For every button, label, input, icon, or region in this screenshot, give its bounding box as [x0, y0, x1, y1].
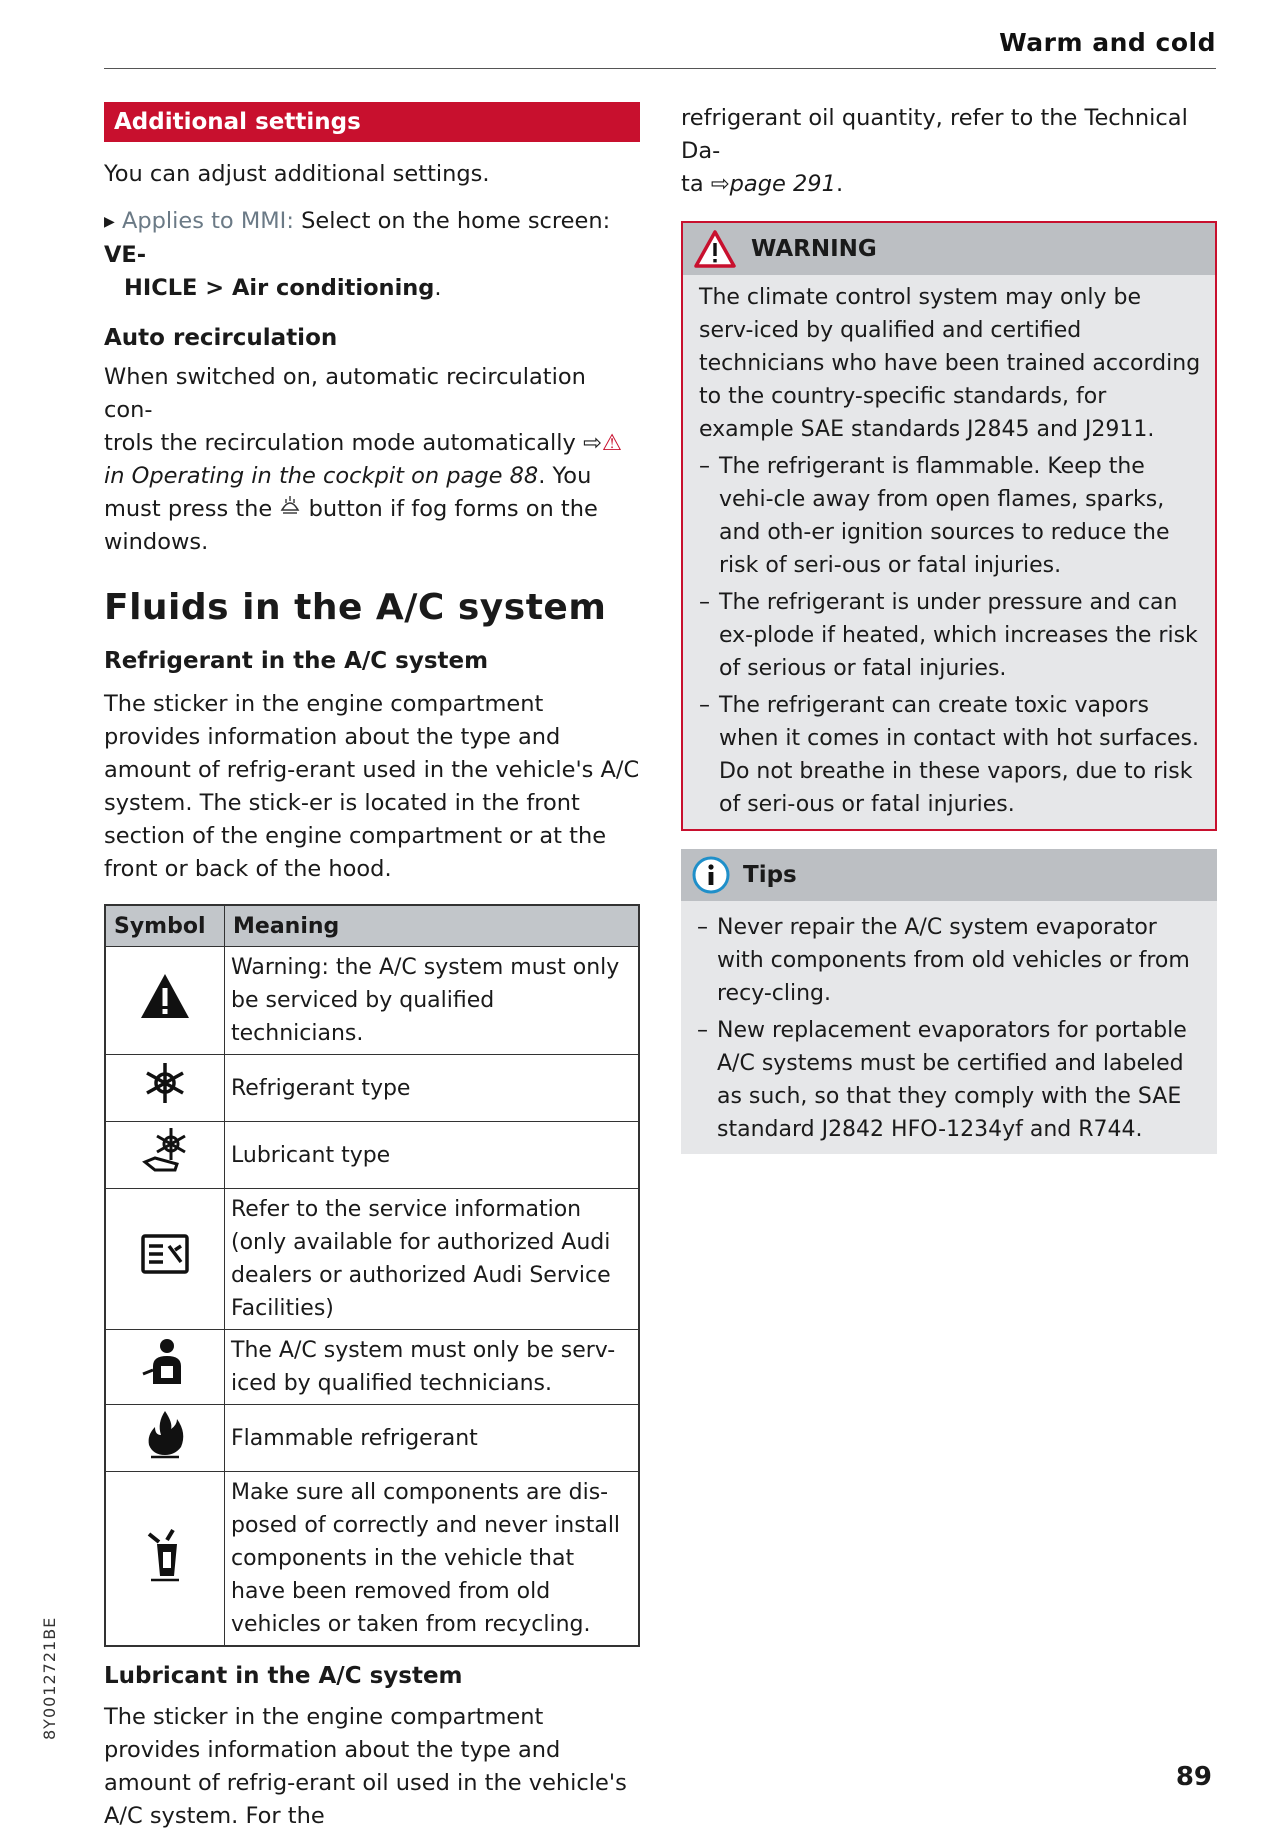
- meaning-cell: The A/C system must only be serv-iced by qualified technicians.: [225, 1330, 640, 1405]
- table-row: [105, 947, 639, 1055]
- lubricant-heading: Lubricant in the A/C system: [104, 1663, 463, 1689]
- table-row: [105, 1330, 639, 1405]
- auto-recirc-text-4: button if fog forms on the windows.: [104, 496, 598, 555]
- warning-intro: The climate control system may only be serv-iced by qualified and certified technicians who have been trained according to the country-specific standards, for example SAE standards J2845 and J2911.: [699, 285, 1201, 442]
- mmi-instruction-cont: [104, 272, 640, 305]
- mmi-instruction: [104, 205, 640, 272]
- symbol-table: [104, 904, 640, 1647]
- table-row: [105, 1189, 639, 1330]
- auto-recirc-heading: Auto recirculation: [104, 325, 338, 351]
- right-column: [681, 102, 1217, 1154]
- cockpit-page-link[interactable]: in Operating in the cockpit on page 88: [104, 463, 539, 489]
- running-header: Warm and cold: [999, 28, 1216, 57]
- warning-title: WARNING: [751, 236, 877, 262]
- warning-item-text: The refrigerant is under pressure and can ex-plode if heated, which increases the risk of serious or fatal injuries.: [719, 590, 1198, 681]
- warning-body: [683, 275, 1215, 829]
- refrigerant-text: The sticker in the engine compartment provides information about the type and amount of refrig-erant used in the vehicle's A/C system. The stick-er is located in the front section of the engine compartment or at the front or back of the hood.: [104, 691, 640, 882]
- bullet-triangle-icon: ▶: [104, 214, 115, 230]
- auto-recirc-line-3: [104, 460, 640, 559]
- tips-body: [681, 901, 1217, 1154]
- table-row: [105, 1472, 639, 1647]
- auto-recirc-line-1: When switched on, automatic recirculation con-: [104, 364, 586, 423]
- list-item: – New replacement evaporators for portable A/C systems must be certified and labeled as such, so that they comply with the SAE standard J2842 HFO-1234yf and R744.: [697, 1014, 1203, 1146]
- mmi-path-2: HICLE > Air conditioning: [124, 275, 435, 301]
- list-item: – The refrigerant is flammable. Keep the vehi-cle away from open flames, sparks, and oth-er ignition sources to reduce the risk of seri-ous or fatal injuries.: [699, 450, 1201, 582]
- mmi-prefix: Applies to MMI:: [121, 208, 294, 234]
- additional-settings-heading: Additional settings: [104, 102, 640, 142]
- auto-recirc-line-2: [104, 427, 640, 460]
- warning-item-text: The refrigerant is flammable. Keep the vehi-cle away from open flames, sparks, and oth-er ignition sources to reduce the risk of seri-ous or fatal injuries.: [719, 454, 1170, 578]
- table-row: [105, 1122, 639, 1189]
- flame-icon: [137, 1405, 193, 1461]
- oilcan-snowflake-icon: [137, 1122, 193, 1178]
- meaning-cell: Flammable refrigerant: [225, 1405, 640, 1472]
- header-divider: [104, 68, 1216, 69]
- mmi-end: .: [434, 275, 442, 301]
- meaning-cell: Make sure all components are dis-posed of correctly and never install components in the vehicle that have been removed from old vehicles or taken from recycling.: [225, 1472, 640, 1647]
- list-item: – The refrigerant is under pressure and can ex-plode if heated, which increases the risk of serious or fatal injuries.: [699, 586, 1201, 685]
- left-column: [104, 102, 640, 1833]
- auto-recirc-text-2: trols the recirculation mode automatically: [104, 430, 576, 456]
- info-icon: [691, 855, 731, 895]
- meaning-cell: Refrigerant type: [225, 1055, 640, 1122]
- warning-ref-icon: ⚠: [601, 430, 622, 456]
- continued-text-2: [681, 168, 1217, 201]
- lubricant-text: The sticker in the engine compartment provides information about the type and amount of refrig-erant oil used in the vehicle's A/C system. For the: [104, 1704, 627, 1829]
- tips-item-text: Never repair the A/C system evaporator with components from old vehicles or from recy-cling.: [717, 915, 1190, 1006]
- warning-triangle-icon: [693, 229, 737, 269]
- warning-header: [683, 223, 1215, 275]
- refrigerant-heading: Refrigerant in the A/C system: [104, 648, 489, 674]
- mmi-text: Select on the home screen:: [301, 208, 611, 234]
- table-row: [105, 1405, 639, 1472]
- fluids-heading: Fluids in the A/C system: [104, 587, 607, 628]
- tips-box: [681, 849, 1217, 1154]
- table-row: [105, 1055, 639, 1122]
- meaning-cell: Lubricant type: [225, 1122, 640, 1189]
- technical-data-page-link[interactable]: page 291: [729, 171, 836, 197]
- service-manual-icon: [137, 1226, 193, 1282]
- warning-box: [681, 221, 1217, 831]
- additional-intro: You can adjust additional settings.: [104, 161, 490, 187]
- snowflake-icon: [137, 1055, 193, 1111]
- continued-end: .: [835, 171, 844, 197]
- warning-triangle-icon: [137, 968, 193, 1024]
- recycle-bin-icon: [137, 1526, 193, 1582]
- mmi-path-1: VE-: [104, 242, 147, 268]
- technician-icon: [137, 1334, 193, 1390]
- continued-ta: ta: [681, 171, 704, 197]
- tips-title: Tips: [743, 862, 797, 888]
- meaning-cell: Refer to the service information (only available for authorized Audi dealers or authorized Audi Service Facilities): [225, 1189, 640, 1330]
- arrow-ref-icon: ⇨: [710, 171, 730, 197]
- tips-header: [681, 849, 1217, 901]
- page-number: 89: [1175, 1762, 1212, 1792]
- list-item: – Never repair the A/C system evaporator with components from old vehicles or from recy-cling.: [697, 911, 1203, 1010]
- symbol-column-header: Symbol: [105, 905, 225, 947]
- tips-item-text: New replacement evaporators for portable A/C systems must be certified and labeled as such, so that they comply with the SAE standard J2842 HFO-1234yf and R744.: [717, 1018, 1187, 1142]
- document-code: 8Y0012721BE: [40, 1616, 59, 1740]
- warning-item-text: The refrigerant can create toxic vapors when it comes in contact with hot surfaces. Do not breathe in these vapors, due to risk of seri-ous or fatal injuries.: [719, 693, 1199, 817]
- list-item: – The refrigerant can create toxic vapors when it comes in contact with hot surfaces. Do not breathe in these vapors, due to risk of seri-ous or fatal injuries.: [699, 689, 1201, 821]
- meaning-column-header: Meaning: [225, 905, 640, 947]
- continued-text-1: refrigerant oil quantity, refer to the Technical Da-: [681, 105, 1188, 164]
- arrow-ref-icon: ⇨: [582, 430, 602, 456]
- meaning-cell: Warning: the A/C system must only be serviced by qualified technicians.: [225, 947, 640, 1055]
- defrost-button-icon: [279, 496, 308, 522]
- auto-recirc-text-3: . You must press the: [104, 463, 592, 522]
